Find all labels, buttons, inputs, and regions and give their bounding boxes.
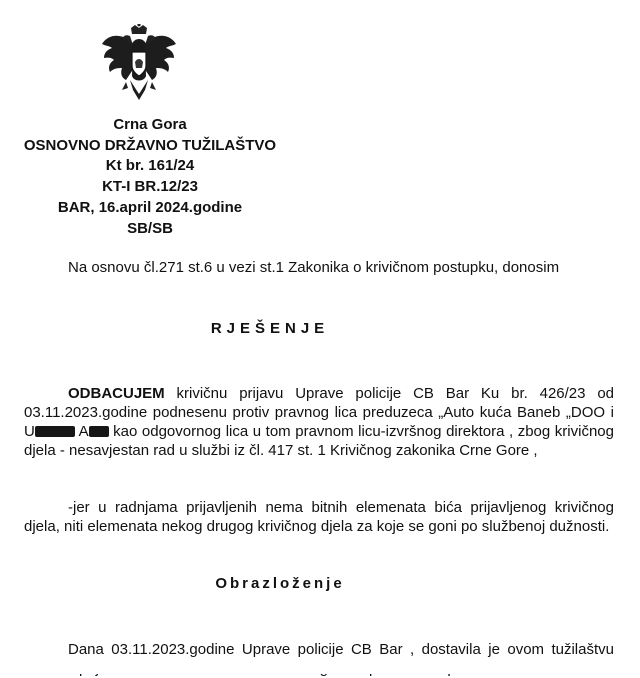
- explanation-paragraph: Dana 03.11.2023.godine Uprave policije CB Bar , dostavila je ovom tužilaštvu: [68, 641, 614, 658]
- decision-lead: ODBACUJEM: [68, 385, 165, 402]
- redaction-mark: [35, 426, 75, 437]
- decision-text-1: krivičnu prijavu Uprave policije CB Bar Ku br. 426/23 od 03.11.2023.godine podnesenu protiv pravnog lica preduzeca „Auto kuća Baneb „DOO i U: [24, 385, 614, 440]
- header-case-kti: KT-I BR.12/23: [102, 178, 198, 195]
- decision-text-3: kao odgovornog lica u tom pravnom licu-izvršnog direktora , zbog krivičnog djela - nesavjestan rad u službi iz čl. 417 st. 1 Krivičnog zakonika Crne Gore ,: [24, 423, 614, 459]
- header-case-kt: Kt br. 161/24: [105, 157, 195, 174]
- header-place-date: BAR, 16.april 2024.godine: [57, 199, 243, 216]
- reason-paragraph: -jer u radnjama prijavljenih nema bitnih elemenata bića prijavljenog krivičnog djela, niti elemenata nekog drugog krivičnog djela za koje se goni po službenoj dužnosti.: [24, 499, 614, 535]
- decision-paragraph: [24, 384, 614, 460]
- document-title: RJEŠENJE: [210, 320, 330, 337]
- coat-of-arms-icon: [100, 24, 178, 106]
- redaction-mark: [89, 426, 109, 437]
- header-initials: SB/SB: [127, 220, 173, 237]
- header-country: Crna Gora: [113, 116, 187, 133]
- decision-text-2: A: [74, 423, 89, 440]
- page-cut-mask: [0, 662, 640, 674]
- header-office: OSNOVNO DRŽAVNO TUŽILAŠTVO: [23, 137, 277, 154]
- intro-text: Na osnovu čl.271 st.6 u vezi st.1 Zakonika o krivičnom postupku, donosim: [68, 259, 560, 276]
- section-subtitle: Obrazloženje: [215, 575, 345, 592]
